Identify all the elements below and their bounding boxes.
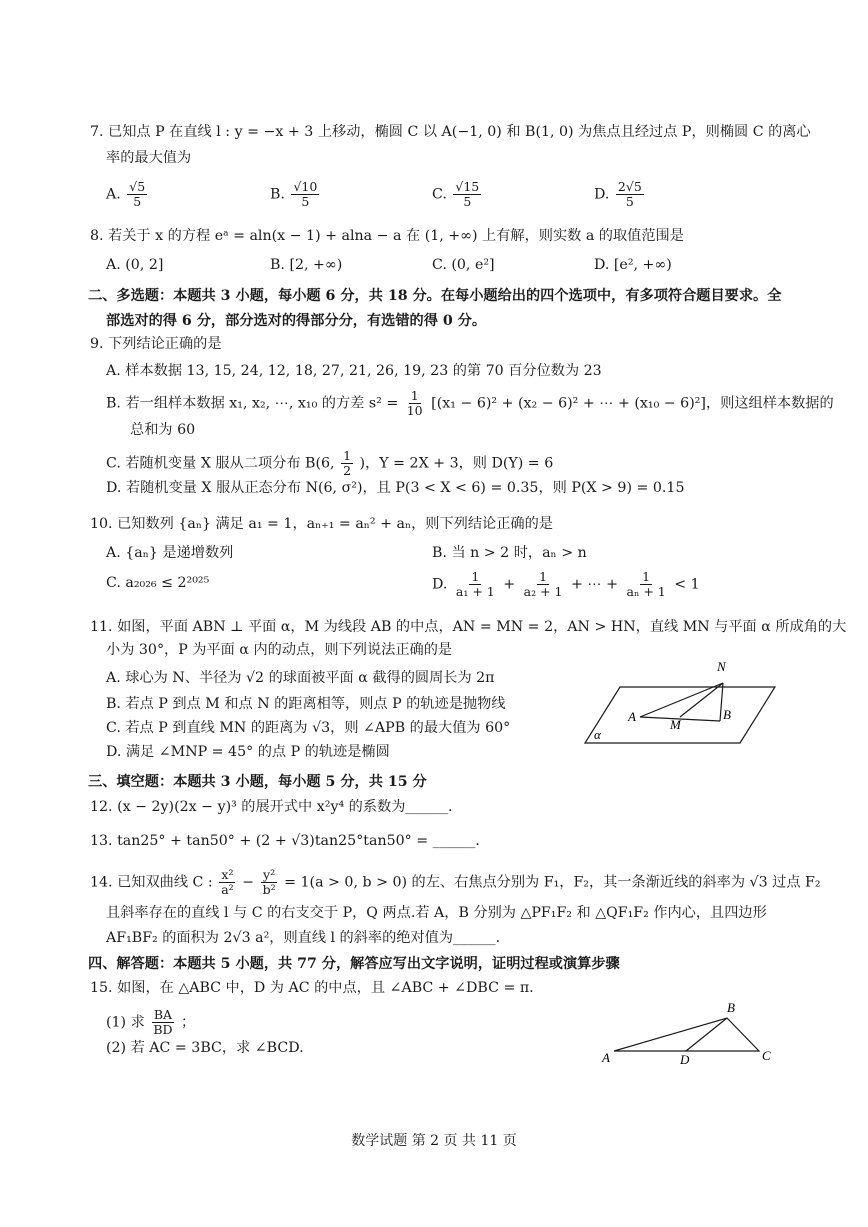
q7-option-b xyxy=(270,180,321,209)
q11-option-a: A. 球心为 N、半径为 √2 的球面被平面 α 截得的圆周长为 2π xyxy=(106,670,495,686)
q13-text: 13. tan25° + tan50° + (2 + √3)tan25°tan50° = ______. xyxy=(90,833,480,849)
label-m: M xyxy=(670,717,681,732)
segment-an xyxy=(640,683,723,717)
q7-stem-line1: 7. 已知点 P 在直线 l : y = −x + 3 上移动，椭圆 C 以 A(−1, 0) 和 B(1, 0) 为焦点且经过点 P，则椭圆 C 的离心 xyxy=(90,124,811,140)
q7-option-a xyxy=(106,180,149,209)
q9-option-b-line2: 总和为 60 xyxy=(130,422,196,438)
fraction: $\frac{1}{\text{a₁ + 1}}$ xyxy=(455,569,495,599)
fraction: $\frac{2√5}{5}$ xyxy=(617,179,642,209)
option-label: C. xyxy=(432,186,447,203)
section2-heading-line2: 部选对的得 6 分，部分选对的得部分分，有选错的得 0 分。 xyxy=(106,313,487,329)
q9-option-b: B. 若一组样本数据 x₁, x₂, ⋯, x₁₀ 的方差 s² = $\frac{1}{10}$ [(x₁ − 6)² + (x₂ − 6)² + ⋯ + (x₁₀ − 6)²]，则这组样本数据的 xyxy=(106,388,834,418)
q9-option-c: C. 若随机变量 X 服从二项分布 B(6, $\frac{1}{2}$ )，Y = 2X + 3，则 D(Y) = 6 xyxy=(106,448,554,478)
q7-option-d xyxy=(594,180,646,209)
fraction: $\frac{BA}{BD}$ xyxy=(153,1007,173,1037)
fraction: $\frac{1}{\text{a₂ + 1}}$ xyxy=(523,569,563,599)
q9-option-d: D. 若随机变量 X 服从正态分布 N(6, σ²)，且 P(3 < X < 6) = 0.35，则 P(X > 9) = 0.15 xyxy=(106,480,685,496)
q10-stem: 10. 已知数列 {aₙ} 满足 a₁ = 1，aₙ₊₁ = aₙ² + aₙ，则下列结论正确的是 xyxy=(90,516,553,532)
segment-mn xyxy=(680,683,723,717)
q8-option-d: D. [e², +∞) xyxy=(594,257,672,273)
q11-option-b: B. 若点 P 到点 M 和点 N 的距离相等，则点 P 的轨迹是抛物线 xyxy=(106,696,506,712)
fraction: $\frac{√10}{5}$ xyxy=(293,179,318,209)
label-b: B xyxy=(727,1000,735,1015)
q15-part2: (2) 若 AC = 3BC，求 ∠BCD. xyxy=(106,1040,304,1056)
q14-line3: AF₁BF₂ 的面积为 2√3 a²，则直线 l 的斜率的绝对值为______. xyxy=(106,930,501,946)
q8-option-c: C. (0, e²] xyxy=(432,257,495,273)
q10-option-d: D. $\frac{1}{\text{a₁ + 1}}$ + $\frac{1}{\text{a₂ + 1}}$ + ⋯ + $\frac{1}{\text{aₙ + 1}}$ < 1 xyxy=(432,569,700,599)
segment-bd xyxy=(686,1018,727,1051)
q15-stem: 15. 如图，在 △ABC 中，D 为 AC 的中点，且 ∠ABC + ∠DBC = π. xyxy=(90,980,534,996)
q7-option-c xyxy=(432,180,483,209)
q11-stem-line1: 11. 如图，平面 ABN ⊥ 平面 α，M 为线段 AB 的中点，AN = MN = 2，AN > HN，直线 MN 与平面 α 所成角的大 xyxy=(90,619,847,635)
label-b: B xyxy=(723,707,731,722)
q15-triangle-figure xyxy=(596,996,786,1068)
label-a: A xyxy=(602,1050,610,1065)
triangle-abc xyxy=(614,1018,759,1051)
label-alpha: α xyxy=(594,727,601,742)
fraction: $\frac{1}{\text{aₙ + 1}}$ xyxy=(626,569,666,599)
fraction: $\frac{√15}{5}$ xyxy=(455,179,480,209)
q10-option-a: A. {aₙ} 是递增数列 xyxy=(106,545,234,561)
fraction: $\frac{\text{x²}}{\text{a²}}$ xyxy=(221,867,234,897)
option-label: B. xyxy=(270,186,285,203)
option-label: A. xyxy=(106,186,121,203)
label-d: D xyxy=(680,1052,690,1067)
label-n: N xyxy=(717,659,726,674)
q11-plane-figure xyxy=(580,655,780,750)
fraction: $\frac{1}{2}$ xyxy=(343,448,352,478)
q12-text: 12. (x − 2y)(2x − y)³ 的展开式中 x²y⁴ 的系数为______. xyxy=(90,799,453,815)
section2-heading-line1: 二、多选题：本题共 3 小题，每小题 6 分，共 18 分。在每小题给出的四个选项中，有多项符合题目要求。全 xyxy=(88,288,782,304)
q9-option-a: A. 样本数据 13, 15, 24, 12, 18, 27, 21, 26, 19, 23 的第 70 百分位数为 23 xyxy=(106,363,602,379)
plane-alpha xyxy=(585,687,775,743)
fraction: $\frac{1}{10}$ xyxy=(406,388,423,418)
q8-option-a: A. (0, 2] xyxy=(106,257,164,273)
q11-stem-line2: 小为 30°，P 为平面 α 内的动点，则下列说法正确的是 xyxy=(106,642,453,658)
q10-option-b: B. 当 n > 2 时，aₙ > n xyxy=(432,545,587,561)
q8-option-b: B. [2, +∞) xyxy=(270,257,343,273)
q9-stem: 9. 下列结论正确的是 xyxy=(90,336,222,352)
q14-line1: 14. 已知双曲线 C : $\frac{\text{x²}}{\text{a²}}$ − $\frac{\text{y²}}{\text{b²}}$ = 1(a > 0, b > 0) 的左、右焦点分别为 F₁，F₂，其一条渐近线的斜率为 √3 过点 F₂ xyxy=(90,867,821,897)
section4-heading: 四、解答题：本题共 5 小题，共 77 分，解答应写出文字说明，证明过程或演算步骤 xyxy=(88,956,620,972)
label-c: C xyxy=(762,1048,771,1063)
fraction: $\frac{√5}{5}$ xyxy=(129,179,146,209)
q7-stem-line2: 率的最大值为 xyxy=(106,150,192,166)
section3-heading: 三、填空题：本题共 3 小题，每小题 5 分，共 15 分 xyxy=(88,774,427,790)
label-a: A xyxy=(628,709,636,724)
q10-option-c: C. a₂₀₂₆ ≤ 2²⁰²⁵ xyxy=(106,575,210,591)
q8-stem: 8. 若关于 x 的方程 eᵃ = aln(x − 1) + alna − a 在 (1, +∞) 上有解，则实数 a 的取值范围是 xyxy=(90,228,684,244)
q11-option-c: C. 若点 P 到直线 MN 的距离为 √3，则 ∠APB 的最大值为 60° xyxy=(106,720,511,736)
q15-part1: (1) 求 $\frac{BA}{BD}$ ； xyxy=(106,1007,196,1037)
q14-line2: 且斜率存在的直线 l 与 C 的右支交于 P，Q 两点.若 A，B 分别为 △PF₁F₂ 和 △QF₁F₂ 作内心，且四边形 xyxy=(106,905,767,921)
page-footer: 数学试题 第 2 页 共 11 页 xyxy=(351,1133,517,1149)
fraction: $\frac{\text{y²}}{\text{b²}}$ xyxy=(262,867,276,897)
option-label: D. xyxy=(594,186,610,203)
q11-option-d: D. 满足 ∠MNP = 45° 的点 P 的轨迹是椭圆 xyxy=(106,744,390,760)
